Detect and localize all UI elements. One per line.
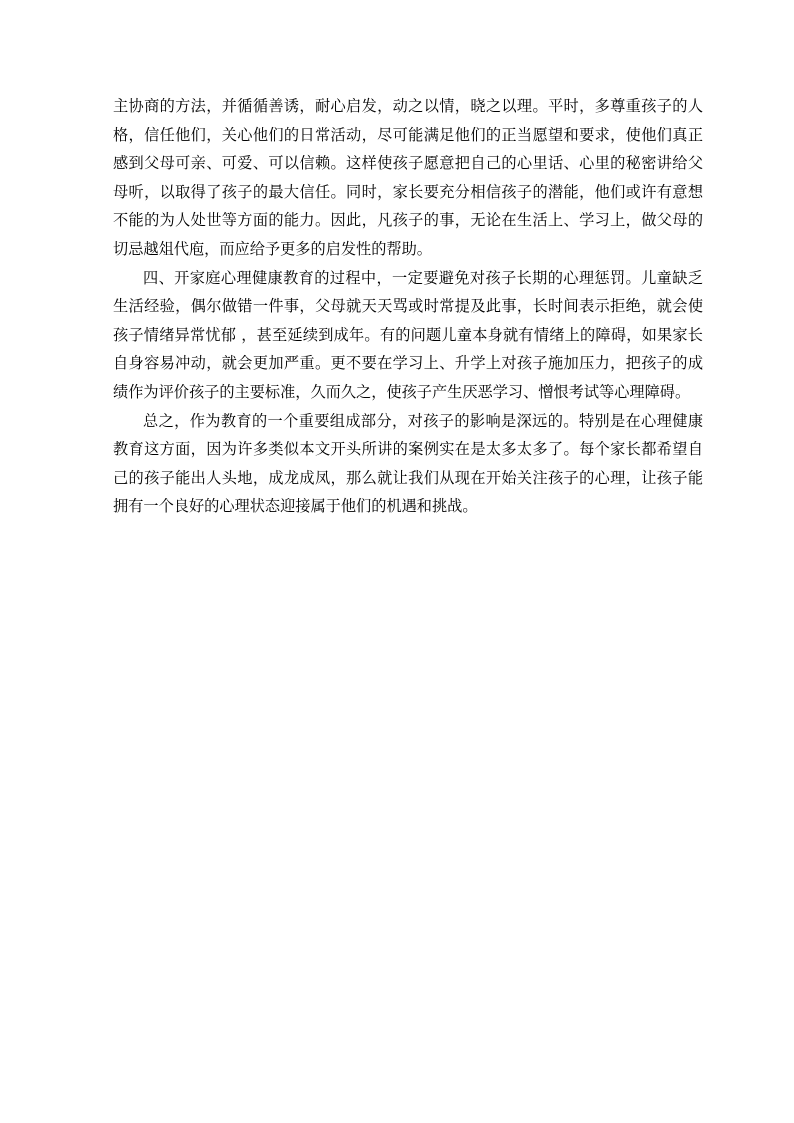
paragraph-conclusion: 总之，作为教育的一个重要组成部分，对孩子的影响是深远的。特别是在心理健康教育这方面，因为许多类似本文开头所讲的案例实在是太多太多了。每个家长都希望自己的孩子能出人头地，成龙成凤，那么就让我们从现在开始关注孩子的心理，让孩子能拥有一个良好的心理状态迎接属于他们的机遇和挑战。 <box>113 411 703 516</box>
paragraph-point-four: 四、开家庭心理健康教育的过程中，一定要避免对孩子长期的心理惩罚。儿童缺乏生活经验，偶尔做错一件事，父母就天天骂或时常提及此事，长时间表示拒绝，就会使孩子情绪异常忧郁 ，甚至延续到成年。有的问题儿童本身就有情绪上的障碍，如果家长自身容易冲动，就会更加严重。更不要在学习上、升学上对孩子施加压力，把孩子的成绩作为评价孩子的主要标准，久而久之，使孩子产生厌恶学习、憎恨考试等心理障碍。 <box>113 268 703 401</box>
paragraph-continuation: 主协商的方法，并循循善诱，耐心启发，动之以情，晓之以理。平时，多尊重孩子的人格，信任他们，关心他们的日常活动，尽可能满足他们的正当愿望和要求，使他们真正感到父母可亲、可爱、可以信赖。这样使孩子愿意把自己的心里话、心里的秘密讲给父母听，以取得了孩子的最大信任。同时，家长要充分相信孩子的潜能，他们或许有意想不能的为人处世等方面的能力。因此，凡孩子的事，无论在生活上、学习上，做父母的切忌越俎代庖，而应给予更多的启发性的帮助。 <box>113 97 703 258</box>
document-body <box>113 92 703 521</box>
